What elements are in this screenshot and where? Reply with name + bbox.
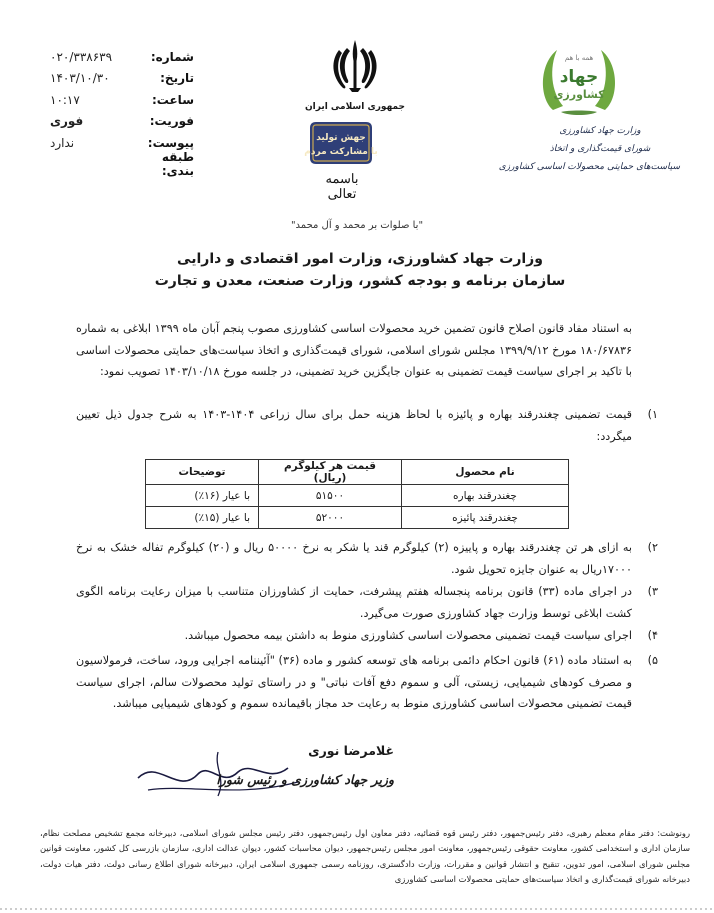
salutation: "با صلوات بر محمد و آل محمد": [290, 220, 424, 231]
iran-emblem-icon: [325, 36, 385, 96]
meta-time-row: [44, 89, 194, 111]
copies-text: دفتر مقام معظم رهبری، دفتر رئیس‌جمهور، دفتر رئیس قوه قضائیه، دفتر معاون اول رئیس‌جمهور، دفتر رئیس مجلس شورای اسلامی، دبیرخانه مجمع تشخیص مصلحت نظام، سازمان اداری و استخدامی کشور، معاونت حقوقی رئیس‌جمهور، معاونت امور مجلس رئیس‌جمهور، دیوان محاسبات کشور، دیوان عدالت اداری، سازمان بازرسی کل کشور، معاونت قوانین مجلس شورای اسلامی، امور تدوین، تنقیح و انتشار قوانین و مقررات، وزارت دادگستری، روزنامه رسمی جمهوری اسلامی ایران، دبیرخانه شورای اطلاع رسانی دولت، دفتر هیات دولت، دبیرخانه شورای قیمت‌گذاری و اتخاذ سیاست‌های حمایتی محصولات اساسی کشاورزی: [40, 828, 690, 884]
item-number: ۴): [647, 629, 658, 642]
resolution-item-2: [76, 537, 658, 580]
meta-date-value: ۱۴۰۳/۱۰/۳۰: [50, 71, 110, 86]
signer-name: غلامرضا نوری: [308, 743, 394, 758]
table-header-row: [146, 460, 569, 485]
item-text: به ازای هر تن چغندرقند بهاره و پاییزه (۲) کیلوگرم قند یا شکر به نرخ ۵۰۰۰۰ ریال و (۲۰) کیلوگرم تفاله خشک به نرخ ۱۷۰۰۰ریال به عنوان جایزه تحویل شود.: [76, 541, 632, 576]
price-table: [145, 459, 569, 529]
item-text: در اجرای ماده (۳۳) قانون برنامه پنجساله هفتم پیشرفت، حمایت از کشاورزان متناسب با میزان رعایت برنامه الگوی کشت ابلاغی توسط وزارت جهاد کشاورزی صورت می‌گیرد.: [76, 585, 632, 620]
item-number: ۳): [647, 585, 658, 598]
ministry-header-lines: [498, 122, 680, 176]
item-number: ۵): [647, 654, 658, 667]
meta-number-row: [44, 46, 194, 68]
meta-date-label: تاریخ:: [160, 71, 194, 86]
meta-priority-label: فوریت:: [149, 114, 194, 129]
meta-number-value: ۰۲۰/۳۳۸۶۳۹: [50, 49, 113, 64]
addressee-block: [110, 248, 610, 292]
meta-priority-value: فوری: [50, 114, 84, 129]
resolution-item-3: [76, 581, 658, 624]
addressee-line2: سازمان برنامه و بودجه کشور، وزارت صنعت، معدن و تجارت: [154, 273, 566, 289]
item-number: ۱): [647, 408, 658, 421]
ministry-line: وزارت جهاد کشاورزی: [559, 126, 641, 136]
table-cell-product: چغندرقند بهاره: [402, 485, 569, 507]
table-cell-price: ۵۱۵۰۰: [259, 485, 402, 507]
meta-classification-row: [44, 150, 194, 179]
policies-line: سیاست‌های حمایتی محصولات اساسی کشاورزی: [498, 162, 680, 172]
item-text: قیمت تضمینی چغندرقند بهاره و پائیزه با لحاظ هزینه حمل برای سال زراعی ۱۴۰۴-۱۴۰۳ به شرح جدول ذیل تعیین میگردد:: [76, 408, 633, 443]
state-emblem: [300, 36, 410, 112]
item-text: به استناد ماده (۶۱) قانون احکام دائمی برنامه های توسعه کشور و ماده (۳۶) "آئیننامه اجرایی ورود، ساخت، فرمولاسیون و مصرف کودهای شیمیایی، زیستی، آلی و سموم دفع آفات نباتی" و در راستای تولید محصولات سالم، اجرای سیاست قیمت تضمینی محصولات اساسی کشاورزی منوط به رعایت حد مجاز باقیمانده سموم و کودهای شیمیایی میباشد.: [76, 654, 633, 710]
production-leap-seal: [304, 118, 378, 168]
table-header-product: نام محصول: [402, 460, 569, 485]
signature-block: [194, 743, 394, 787]
meta-attachment-value: ندارد: [50, 135, 75, 150]
meta-priority-row: [44, 111, 194, 133]
logo-top-text: همه با هم: [564, 54, 594, 62]
addressee-line1: وزارت جهاد کشاورزی، وزارت امور اقتصادی و دارایی: [177, 251, 543, 267]
footer-dotted-line: [0, 903, 714, 913]
jahad-keshavarzi-logo: [533, 40, 625, 118]
table-cell-notes: با عیار (۱۵٪): [146, 507, 259, 529]
copies-label: رونوشت:: [657, 828, 690, 838]
table-header-notes: توضیحات: [146, 460, 259, 485]
logo-main-text: جهاد: [559, 67, 599, 87]
emblem-caption: جمهوری اسلامی ایران: [304, 102, 406, 112]
table-cell-product: چغندرقند پائیزه: [402, 507, 569, 529]
council-line: شورای قیمت‌گذاری و اتخاذ: [549, 144, 651, 154]
meta-classification-label: طبقه بندی:: [161, 150, 194, 179]
meta-time-value: ۱۰:۱۷: [50, 92, 80, 107]
bismihi-calligraphy: باسمه تعالی: [325, 172, 359, 202]
seal-line1: جهش تولید: [316, 133, 366, 143]
copies-list: [40, 826, 690, 887]
resolution-item-5: [76, 650, 658, 715]
letter-meta: [44, 46, 194, 179]
resolution-item-1: [76, 404, 658, 447]
meta-attachment-label: پیوست:: [147, 135, 194, 150]
seal-line2: با مشارکت مردم: [304, 147, 378, 157]
table-row: [146, 507, 569, 529]
logo-sub-text: کشاورزی: [553, 88, 605, 101]
intro-paragraph: به استناد مفاد قانون اصلاح قانون تضمین خرید محصولات اساسی کشاورزی مصوب پنجم آبان ماه ۱۳۹۹ ابلاغی به شماره ۱۸۰/۶۷۸۳۶ مورخ ۱۳۹۹/۹/۱۲ مجلس شورای اسلامی، شورای قیمت‌گذاری و اتخاذ سیاست‌های حمایتی محصولات اساسی با تاکید بر اجرای سیاست قیمت تضمینی به عنوان جایگزین خرید تضمینی، در جلسه مورخ ۱۴۰۳/۱۰/۱۸ تصویب نمود:: [76, 322, 632, 378]
meta-date-row: [44, 68, 194, 90]
table-cell-notes: با عیار (۱۶٪): [146, 485, 259, 507]
item-text: اجرای سیاست قیمت تضمینی محصولات اساسی کشاورزی منوط به داشتن بیمه محصول میباشد.: [184, 629, 632, 642]
table-header-price: قیمت هر کیلوگرم (ریال): [259, 460, 402, 485]
meta-time-label: ساعت:: [151, 92, 194, 107]
resolution-item-4: [76, 625, 658, 647]
table-row: [146, 485, 569, 507]
table-cell-price: ۵۲۰۰۰: [259, 507, 402, 529]
signer-title: وزیر جهاد کشاورزی و رئیس شورا: [216, 772, 394, 787]
item-number: ۲): [647, 541, 658, 554]
meta-number-label: شماره:: [150, 49, 194, 64]
